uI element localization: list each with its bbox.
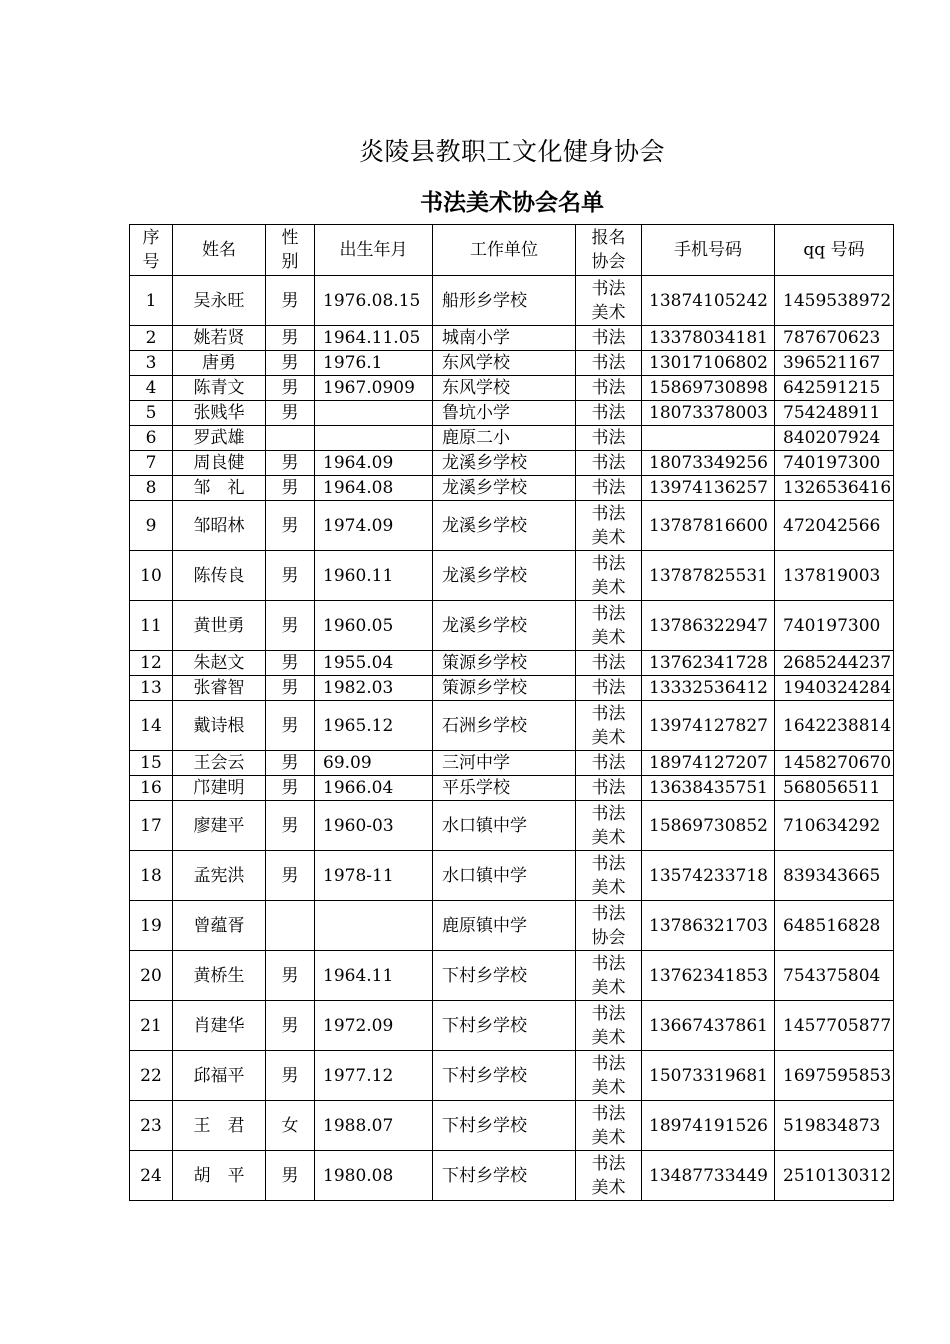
cell-sex: 男 bbox=[266, 1051, 315, 1101]
cell-sex: 男 bbox=[266, 1151, 315, 1201]
cell-no: 21 bbox=[130, 1001, 173, 1051]
cell-qq: 519834873 bbox=[775, 1101, 894, 1151]
cell-assoc bbox=[576, 901, 642, 951]
cell-qq: 787670623 bbox=[775, 326, 894, 351]
cell-sex: 男 bbox=[266, 851, 315, 901]
cell-assoc-line: 书法 bbox=[591, 803, 626, 824]
cell-qq: 839343665 bbox=[775, 851, 894, 901]
cell-qq: 2685244237 bbox=[775, 651, 894, 676]
header-assoc-line1: 报名 bbox=[591, 228, 626, 248]
cell-assoc-line: 美术 bbox=[591, 1027, 626, 1048]
cell-no: 7 bbox=[130, 451, 173, 476]
cell-sex: 男 bbox=[266, 351, 315, 376]
cell-assoc bbox=[576, 551, 642, 601]
cell-phone: 13378034181 bbox=[642, 326, 775, 351]
cell-name: 陈青文 bbox=[173, 376, 266, 401]
cell-qq: 1326536416 bbox=[775, 476, 894, 501]
cell-qq: 2510130312 bbox=[775, 1151, 894, 1201]
cell-sex bbox=[266, 901, 315, 951]
table-row bbox=[130, 676, 894, 701]
cell-sex: 男 bbox=[266, 376, 315, 401]
cell-birth: 1964.11 bbox=[315, 951, 433, 1001]
header-sex bbox=[266, 225, 315, 276]
cell-assoc bbox=[576, 801, 642, 851]
cell-unit: 鹿原二小 bbox=[433, 426, 576, 451]
cell-qq: 740197300 bbox=[775, 601, 894, 651]
cell-unit: 龙溪乡学校 bbox=[433, 551, 576, 601]
cell-name: 罗武雄 bbox=[173, 426, 266, 451]
cell-phone: 13487733449 bbox=[642, 1151, 775, 1201]
cell-phone: 13974127827 bbox=[642, 701, 775, 751]
cell-assoc-line: 书法 bbox=[591, 353, 626, 373]
cell-unit: 石洲乡学校 bbox=[433, 701, 576, 751]
cell-unit: 东风学校 bbox=[433, 351, 576, 376]
cell-no: 20 bbox=[130, 951, 173, 1001]
cell-assoc-line: 书法 bbox=[591, 753, 626, 773]
table-row bbox=[130, 901, 894, 951]
cell-assoc bbox=[576, 351, 642, 376]
cell-no: 16 bbox=[130, 776, 173, 801]
cell-birth: 1974.09 bbox=[315, 501, 433, 551]
cell-phone: 15869730898 bbox=[642, 376, 775, 401]
table-row bbox=[130, 551, 894, 601]
cell-qq: 396521167 bbox=[775, 351, 894, 376]
cell-phone: 13667437861 bbox=[642, 1001, 775, 1051]
cell-name: 邱福平 bbox=[173, 1051, 266, 1101]
cell-assoc-line: 美术 bbox=[591, 827, 626, 848]
cell-no: 3 bbox=[130, 351, 173, 376]
table-row bbox=[130, 1101, 894, 1151]
cell-assoc-line: 书法 bbox=[591, 1003, 626, 1024]
cell-assoc-line: 书法 bbox=[591, 653, 626, 673]
cell-qq: 137819003 bbox=[775, 551, 894, 601]
cell-no: 23 bbox=[130, 1101, 173, 1151]
cell-assoc-line: 美术 bbox=[591, 1177, 626, 1198]
cell-assoc-line: 书法 bbox=[591, 903, 626, 924]
cell-birth bbox=[315, 901, 433, 951]
cell-unit: 下村乡学校 bbox=[433, 1151, 576, 1201]
cell-assoc-line: 美术 bbox=[591, 302, 626, 323]
cell-unit: 三河中学 bbox=[433, 751, 576, 776]
cell-unit: 策源乡学校 bbox=[433, 676, 576, 701]
cell-phone: 15073319681 bbox=[642, 1051, 775, 1101]
cell-birth: 69.09 bbox=[315, 751, 433, 776]
cell-qq: 568056511 bbox=[775, 776, 894, 801]
cell-sex: 男 bbox=[266, 1001, 315, 1051]
cell-unit: 下村乡学校 bbox=[433, 1051, 576, 1101]
cell-name: 朱赵文 bbox=[173, 651, 266, 676]
cell-assoc bbox=[576, 326, 642, 351]
cell-qq: 840207924 bbox=[775, 426, 894, 451]
table-row bbox=[130, 651, 894, 676]
cell-assoc-line: 书法 bbox=[591, 328, 626, 348]
member-table bbox=[129, 224, 894, 1201]
header-phone: 手机号码 bbox=[642, 225, 775, 276]
cell-assoc-line: 书法 bbox=[591, 378, 626, 398]
cell-birth: 1964.08 bbox=[315, 476, 433, 501]
header-name: 姓名 bbox=[173, 225, 266, 276]
cell-phone: 18073378003 bbox=[642, 401, 775, 426]
cell-sex: 男 bbox=[266, 701, 315, 751]
cell-assoc-line: 书法 bbox=[591, 553, 626, 574]
cell-no: 17 bbox=[130, 801, 173, 851]
cell-sex: 男 bbox=[266, 476, 315, 501]
cell-assoc-line: 书法 bbox=[591, 428, 626, 448]
header-no-line1: 序 bbox=[142, 228, 160, 248]
header-no bbox=[130, 225, 173, 276]
cell-name: 曾蕴胥 bbox=[173, 901, 266, 951]
cell-no: 2 bbox=[130, 326, 173, 351]
cell-unit: 水口镇中学 bbox=[433, 851, 576, 901]
table-row bbox=[130, 851, 894, 901]
cell-phone bbox=[642, 426, 775, 451]
cell-qq: 1458270670 bbox=[775, 751, 894, 776]
cell-no: 9 bbox=[130, 501, 173, 551]
cell-name: 周良健 bbox=[173, 451, 266, 476]
cell-no: 12 bbox=[130, 651, 173, 676]
table-row bbox=[130, 801, 894, 851]
cell-assoc-line: 美术 bbox=[591, 977, 626, 998]
cell-qq: 1642238814 bbox=[775, 701, 894, 751]
cell-name: 王会云 bbox=[173, 751, 266, 776]
cell-assoc bbox=[576, 1151, 642, 1201]
cell-assoc bbox=[576, 1051, 642, 1101]
cell-no: 8 bbox=[130, 476, 173, 501]
cell-qq: 648516828 bbox=[775, 901, 894, 951]
cell-assoc-line: 书法 bbox=[591, 278, 626, 299]
cell-unit: 下村乡学校 bbox=[433, 1001, 576, 1051]
cell-no: 14 bbox=[130, 701, 173, 751]
cell-birth: 1965.12 bbox=[315, 701, 433, 751]
cell-assoc-line: 书法 bbox=[591, 403, 626, 423]
cell-no: 11 bbox=[130, 601, 173, 651]
cell-sex: 男 bbox=[266, 551, 315, 601]
cell-birth bbox=[315, 401, 433, 426]
cell-name: 邹 礼 bbox=[173, 476, 266, 501]
cell-phone: 13017106802 bbox=[642, 351, 775, 376]
cell-name: 姚若贤 bbox=[173, 326, 266, 351]
header-assoc bbox=[576, 225, 642, 276]
cell-assoc-line: 书法 bbox=[591, 1153, 626, 1174]
cell-qq: 710634292 bbox=[775, 801, 894, 851]
cell-assoc bbox=[576, 1001, 642, 1051]
cell-name: 邝建明 bbox=[173, 776, 266, 801]
cell-assoc-line: 书法 bbox=[591, 478, 626, 498]
cell-assoc bbox=[576, 426, 642, 451]
cell-sex: 男 bbox=[266, 801, 315, 851]
cell-unit: 平乐学校 bbox=[433, 776, 576, 801]
table-row bbox=[130, 276, 894, 326]
cell-birth: 1964.09 bbox=[315, 451, 433, 476]
table-row bbox=[130, 326, 894, 351]
cell-phone: 13638435751 bbox=[642, 776, 775, 801]
cell-assoc-line: 书法 bbox=[591, 853, 626, 874]
cell-assoc-line: 书法 bbox=[591, 453, 626, 473]
cell-assoc bbox=[576, 851, 642, 901]
cell-no: 5 bbox=[130, 401, 173, 426]
cell-qq: 1457705877 bbox=[775, 1001, 894, 1051]
cell-assoc-line: 书法 bbox=[591, 953, 626, 974]
cell-assoc bbox=[576, 276, 642, 326]
cell-unit: 龙溪乡学校 bbox=[433, 451, 576, 476]
cell-birth: 1982.03 bbox=[315, 676, 433, 701]
cell-assoc bbox=[576, 751, 642, 776]
cell-no: 18 bbox=[130, 851, 173, 901]
cell-name: 戴诗根 bbox=[173, 701, 266, 751]
header-qq: qq 号码 bbox=[775, 225, 894, 276]
cell-phone: 18974127207 bbox=[642, 751, 775, 776]
cell-birth bbox=[315, 426, 433, 451]
cell-assoc bbox=[576, 476, 642, 501]
header-unit: 工作单位 bbox=[433, 225, 576, 276]
cell-birth: 1960.11 bbox=[315, 551, 433, 601]
header-birth: 出生年月 bbox=[315, 225, 433, 276]
cell-name: 陈传良 bbox=[173, 551, 266, 601]
cell-assoc bbox=[576, 376, 642, 401]
cell-sex: 男 bbox=[266, 776, 315, 801]
cell-phone: 18073349256 bbox=[642, 451, 775, 476]
cell-sex: 男 bbox=[266, 951, 315, 1001]
cell-birth: 1988.07 bbox=[315, 1101, 433, 1151]
cell-phone: 13786321703 bbox=[642, 901, 775, 951]
cell-unit: 下村乡学校 bbox=[433, 1101, 576, 1151]
document-title: 炎陵县教职工文化健身协会 bbox=[358, 137, 665, 166]
cell-assoc bbox=[576, 951, 642, 1001]
cell-qq: 740197300 bbox=[775, 451, 894, 476]
cell-name: 黄世勇 bbox=[173, 601, 266, 651]
cell-birth: 1960-03 bbox=[315, 801, 433, 851]
cell-unit: 鹿原镇中学 bbox=[433, 901, 576, 951]
table-row bbox=[130, 1001, 894, 1051]
cell-sex: 男 bbox=[266, 501, 315, 551]
cell-qq: 754248911 bbox=[775, 401, 894, 426]
cell-name: 廖建平 bbox=[173, 801, 266, 851]
table-row bbox=[130, 1151, 894, 1201]
header-no-line2: 号 bbox=[142, 252, 160, 272]
cell-sex: 男 bbox=[266, 651, 315, 676]
cell-no: 6 bbox=[130, 426, 173, 451]
cell-assoc bbox=[576, 701, 642, 751]
cell-name: 黄桥生 bbox=[173, 951, 266, 1001]
cell-assoc-line: 书法 bbox=[591, 703, 626, 724]
cell-phone: 13762341728 bbox=[642, 651, 775, 676]
cell-birth: 1960.05 bbox=[315, 601, 433, 651]
cell-unit: 策源乡学校 bbox=[433, 651, 576, 676]
cell-sex: 男 bbox=[266, 326, 315, 351]
cell-name: 张睿智 bbox=[173, 676, 266, 701]
cell-birth: 1978-11 bbox=[315, 851, 433, 901]
cell-name: 胡 平 bbox=[173, 1151, 266, 1201]
cell-assoc bbox=[576, 601, 642, 651]
cell-assoc-line: 美术 bbox=[591, 577, 626, 598]
cell-phone: 13787825531 bbox=[642, 551, 775, 601]
header-assoc-line2: 协会 bbox=[591, 252, 626, 272]
cell-unit: 龙溪乡学校 bbox=[433, 476, 576, 501]
cell-qq: 1697595853 bbox=[775, 1051, 894, 1101]
cell-birth: 1964.11.05 bbox=[315, 326, 433, 351]
cell-unit: 东风学校 bbox=[433, 376, 576, 401]
cell-qq: 642591215 bbox=[775, 376, 894, 401]
cell-no: 22 bbox=[130, 1051, 173, 1101]
table-row bbox=[130, 376, 894, 401]
cell-name: 孟宪洪 bbox=[173, 851, 266, 901]
cell-unit: 龙溪乡学校 bbox=[433, 501, 576, 551]
cell-assoc-line: 美术 bbox=[591, 627, 626, 648]
cell-qq: 1940324284 bbox=[775, 676, 894, 701]
cell-assoc-line: 书法 bbox=[591, 678, 626, 698]
cell-qq: 472042566 bbox=[775, 501, 894, 551]
cell-unit: 龙溪乡学校 bbox=[433, 601, 576, 651]
cell-assoc-line: 书法 bbox=[591, 503, 626, 524]
cell-assoc bbox=[576, 651, 642, 676]
cell-assoc-line: 美术 bbox=[591, 527, 626, 548]
cell-qq: 1459538972 bbox=[775, 276, 894, 326]
cell-sex: 男 bbox=[266, 676, 315, 701]
cell-phone: 13874105242 bbox=[642, 276, 775, 326]
cell-sex: 男 bbox=[266, 451, 315, 476]
table-row bbox=[130, 776, 894, 801]
table-row bbox=[130, 451, 894, 476]
cell-birth: 1967.0909 bbox=[315, 376, 433, 401]
cell-phone: 13574233718 bbox=[642, 851, 775, 901]
cell-birth: 1977.12 bbox=[315, 1051, 433, 1101]
cell-birth: 1976.08.15 bbox=[315, 276, 433, 326]
cell-assoc-line: 书法 bbox=[591, 1103, 626, 1124]
cell-assoc-line: 书法 bbox=[591, 778, 626, 798]
cell-name: 王 君 bbox=[173, 1101, 266, 1151]
cell-no: 19 bbox=[130, 901, 173, 951]
cell-birth: 1976.1 bbox=[315, 351, 433, 376]
cell-sex: 男 bbox=[266, 601, 315, 651]
cell-assoc-line: 美术 bbox=[591, 1077, 626, 1098]
table-row bbox=[130, 751, 894, 776]
cell-sex: 男 bbox=[266, 401, 315, 426]
table-row bbox=[130, 501, 894, 551]
table-header-row bbox=[130, 225, 894, 276]
cell-sex: 男 bbox=[266, 751, 315, 776]
cell-sex: 女 bbox=[266, 1101, 315, 1151]
cell-assoc bbox=[576, 501, 642, 551]
cell-assoc-line: 美术 bbox=[591, 877, 626, 898]
table-row bbox=[130, 426, 894, 451]
cell-phone: 13786322947 bbox=[642, 601, 775, 651]
cell-unit: 船形乡学校 bbox=[433, 276, 576, 326]
cell-assoc-line: 美术 bbox=[591, 1127, 626, 1148]
cell-name: 邹昭林 bbox=[173, 501, 266, 551]
table-row bbox=[130, 1051, 894, 1101]
cell-birth: 1972.09 bbox=[315, 1001, 433, 1051]
cell-unit: 下村乡学校 bbox=[433, 951, 576, 1001]
cell-assoc-line: 书法 bbox=[591, 1053, 626, 1074]
cell-unit: 鲁坑小学 bbox=[433, 401, 576, 426]
cell-phone: 13332536412 bbox=[642, 676, 775, 701]
cell-name: 唐勇 bbox=[173, 351, 266, 376]
cell-unit: 城南小学 bbox=[433, 326, 576, 351]
cell-assoc bbox=[576, 676, 642, 701]
cell-no: 24 bbox=[130, 1151, 173, 1201]
document-subtitle: 书法美术协会名单 bbox=[420, 190, 604, 216]
cell-qq: 754375804 bbox=[775, 951, 894, 1001]
cell-birth: 1980.08 bbox=[315, 1151, 433, 1201]
cell-no: 4 bbox=[130, 376, 173, 401]
cell-phone: 13762341853 bbox=[642, 951, 775, 1001]
cell-no: 13 bbox=[130, 676, 173, 701]
cell-assoc bbox=[576, 401, 642, 426]
cell-phone: 13974136257 bbox=[642, 476, 775, 501]
table-row bbox=[130, 401, 894, 426]
cell-assoc bbox=[576, 776, 642, 801]
table-row bbox=[130, 701, 894, 751]
cell-no: 1 bbox=[130, 276, 173, 326]
cell-phone: 15869730852 bbox=[642, 801, 775, 851]
cell-no: 15 bbox=[130, 751, 173, 776]
header-sex-line1: 性 bbox=[281, 228, 299, 248]
cell-assoc bbox=[576, 451, 642, 476]
cell-name: 肖建华 bbox=[173, 1001, 266, 1051]
table-row bbox=[130, 951, 894, 1001]
cell-assoc-line: 美术 bbox=[591, 727, 626, 748]
cell-birth: 1955.04 bbox=[315, 651, 433, 676]
table-row bbox=[130, 601, 894, 651]
cell-assoc bbox=[576, 1101, 642, 1151]
cell-name: 张贱华 bbox=[173, 401, 266, 426]
header-sex-line2: 别 bbox=[281, 252, 299, 272]
table-row bbox=[130, 476, 894, 501]
cell-birth: 1966.04 bbox=[315, 776, 433, 801]
cell-phone: 13787816600 bbox=[642, 501, 775, 551]
table-body bbox=[130, 276, 894, 1201]
cell-assoc-line: 协会 bbox=[591, 927, 626, 948]
cell-sex: 男 bbox=[266, 276, 315, 326]
cell-assoc-line: 书法 bbox=[591, 603, 626, 624]
cell-unit: 水口镇中学 bbox=[433, 801, 576, 851]
cell-sex bbox=[266, 426, 315, 451]
cell-no: 10 bbox=[130, 551, 173, 601]
cell-phone: 18974191526 bbox=[642, 1101, 775, 1151]
cell-name: 吴永旺 bbox=[173, 276, 266, 326]
table-row bbox=[130, 351, 894, 376]
